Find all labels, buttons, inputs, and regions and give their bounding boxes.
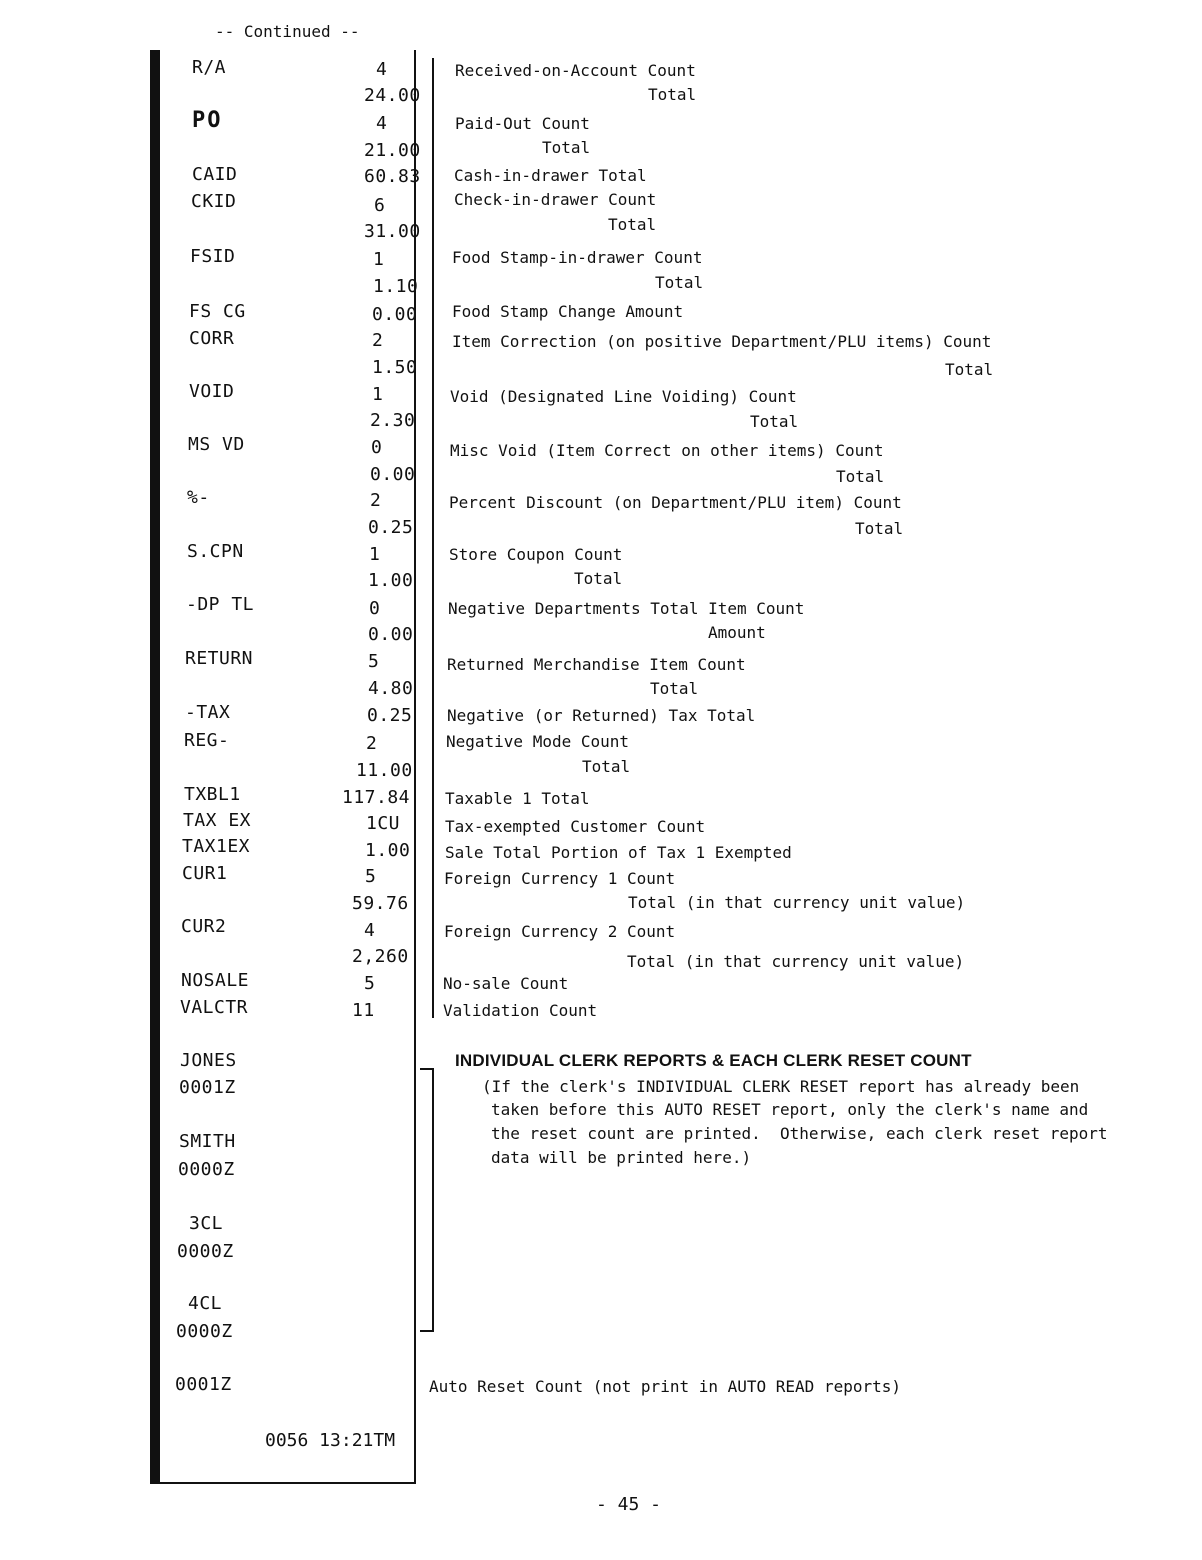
desc-scpn-total: Total xyxy=(574,569,623,588)
value-valctr: 11 xyxy=(352,1000,375,1021)
value-void-total: 2.30 xyxy=(370,410,416,431)
code-cur1: CUR1 xyxy=(182,863,228,884)
desc-po-count: Paid-Out Count xyxy=(455,114,590,133)
value-cur1-count: 5 xyxy=(365,866,377,887)
code-taxex: TAX EX xyxy=(183,810,252,831)
code-return: RETURN xyxy=(185,648,254,669)
value-msvd-total: 0.00 xyxy=(370,464,416,485)
desc-return-total: Total xyxy=(650,679,699,698)
desc-return-count: Returned Merchandise Item Count xyxy=(447,655,746,674)
desc-txbl1: Taxable 1 Total xyxy=(445,789,590,808)
value-return-total: 4.80 xyxy=(368,678,414,699)
desc-scpn-count: Store Coupon Count xyxy=(449,545,623,564)
value-corr-count: 2 xyxy=(372,330,384,351)
value-cur1-total: 59.76 xyxy=(352,893,409,914)
code-void: VOID xyxy=(189,381,235,402)
clerk-name-3cl: 3CL xyxy=(189,1213,224,1234)
code-tax1ex: TAX1EX xyxy=(182,836,251,857)
desc-dptl-total: Amount xyxy=(708,623,766,642)
value-dptl-total: 0.00 xyxy=(368,624,414,645)
code-fsid: FSID xyxy=(190,246,236,267)
value-po-total: 21.00 xyxy=(364,140,421,161)
code-corr: CORR xyxy=(189,328,235,349)
desc-ckid-total: Total xyxy=(608,215,657,234)
code-valctr: VALCTR xyxy=(180,997,249,1018)
desc-nosale: No-sale Count xyxy=(443,974,569,993)
value-corr-total: 1.50 xyxy=(372,357,418,378)
desc-reg-neg-total: Total xyxy=(582,757,631,776)
auto-reset-desc: Auto Reset Count (not print in AUTO READ reports) xyxy=(429,1377,902,1396)
value-neg-tax: 0.25 xyxy=(367,705,413,726)
value-cur2-count: 4 xyxy=(364,920,376,941)
desc-ckid-count: Check-in-drawer Count xyxy=(454,190,657,209)
value-scpn-count: 1 xyxy=(369,544,381,565)
code-neg-tax: -TAX xyxy=(185,702,231,723)
desc-percent-total: Total xyxy=(855,519,904,538)
code-percent: %- xyxy=(187,487,210,508)
value-caid: 60.83 xyxy=(364,166,421,187)
value-reg-neg-total: 11.00 xyxy=(356,760,413,781)
value-ckid-total: 31.00 xyxy=(364,221,421,242)
clerk-count-smith: 0000Z xyxy=(178,1159,235,1180)
clerk-name-4cl: 4CL xyxy=(188,1293,223,1314)
desc-cur2-total: Total (in that currency unit value) xyxy=(627,952,965,971)
desc-percent-count: Percent Discount (on Department/PLU item) Count xyxy=(449,493,902,512)
value-cur2-total: 2,260 xyxy=(352,946,409,967)
clerk-count-3cl: 0000Z xyxy=(177,1241,234,1262)
code-txbl1: TXBL1 xyxy=(184,784,241,805)
receipt-footer: 0056 13:21TM xyxy=(265,1430,396,1451)
desc-void-count: Void (Designated Line Voiding) Count xyxy=(450,387,797,406)
desc-msvd-count: Misc Void (Item Correct on other items) Count xyxy=(450,441,884,460)
desc-cur1-total: Total (in that currency unit value) xyxy=(628,893,966,912)
clerk-name-jones: JONES xyxy=(180,1050,237,1071)
desc-cur1-count: Foreign Currency 1 Count xyxy=(444,869,676,888)
page-number: - 45 - xyxy=(596,1494,662,1515)
code-ra: R/A xyxy=(192,57,227,78)
value-void-count: 1 xyxy=(372,384,384,405)
desc-void-total: Total xyxy=(750,412,799,431)
code-msvd: MS VD xyxy=(188,434,245,455)
desc-tax1ex: Sale Total Portion of Tax 1 Exempted xyxy=(445,843,792,862)
value-ckid-count: 6 xyxy=(374,195,386,216)
clerk-note-heading: INDIVIDUAL CLERK REPORTS & EACH CLERK RESET COUNT xyxy=(455,1051,972,1070)
value-return-count: 5 xyxy=(368,651,380,672)
value-reg-neg-count: 2 xyxy=(366,733,378,754)
value-fsid-count: 1 xyxy=(373,249,385,270)
code-fscg: FS CG xyxy=(189,301,246,322)
column-divider xyxy=(432,58,434,1018)
value-percent-count: 2 xyxy=(370,490,382,511)
desc-fsid-count: Food Stamp-in-drawer Count xyxy=(452,248,703,267)
code-cur2: CUR2 xyxy=(181,916,227,937)
clerk-count-jones: 0001Z xyxy=(179,1077,236,1098)
desc-valctr: Validation Count xyxy=(443,1001,598,1020)
value-ra-total: 24.00 xyxy=(364,85,421,106)
clerk-note-line-4: data will be printed here.) xyxy=(491,1148,752,1167)
value-po-count: 4 xyxy=(376,113,388,134)
desc-fscg: Food Stamp Change Amount xyxy=(452,302,684,321)
clerk-bracket xyxy=(420,1068,434,1332)
value-percent-total: 0.25 xyxy=(368,517,414,538)
desc-ra-count: Received-on-Account Count xyxy=(455,61,696,80)
continued-header: -- Continued -- xyxy=(215,22,360,41)
desc-ra-total: Total xyxy=(648,85,697,104)
value-txbl1: 117.84 xyxy=(342,787,411,808)
auto-reset-count: 0001Z xyxy=(175,1374,232,1395)
desc-msvd-total: Total xyxy=(836,467,885,486)
code-po: PO xyxy=(192,108,223,133)
value-dptl-count: 0 xyxy=(369,598,381,619)
code-reg-neg: REG- xyxy=(184,730,230,751)
desc-dptl-count: Negative Departments Total Item Count xyxy=(448,599,805,618)
desc-taxex: Tax-exempted Customer Count xyxy=(445,817,706,836)
value-nosale: 5 xyxy=(364,973,376,994)
value-fsid-total: 1.10 xyxy=(373,276,419,297)
clerk-note-line-1: (If the clerk's INDIVIDUAL CLERK RESET report has already been xyxy=(482,1077,1080,1096)
clerk-note-line-2: taken before this AUTO RESET report, only the clerk's name and xyxy=(491,1100,1089,1119)
value-scpn-total: 1.00 xyxy=(368,570,414,591)
value-msvd-count: 0 xyxy=(371,437,383,458)
value-taxex: 1CU xyxy=(366,813,401,834)
code-scpn: S.CPN xyxy=(187,541,244,562)
clerk-count-4cl: 0000Z xyxy=(176,1321,233,1342)
desc-corr-count: Item Correction (on positive Department/PLU items) Count xyxy=(452,332,992,351)
desc-fsid-total: Total xyxy=(655,273,704,292)
desc-reg-neg-count: Negative Mode Count xyxy=(446,732,630,751)
clerk-note-line-3: the reset count are printed. Otherwise, each clerk reset report xyxy=(491,1124,1108,1143)
desc-neg-tax: Negative (or Returned) Tax Total xyxy=(447,706,756,725)
code-nosale: NOSALE xyxy=(181,970,250,991)
desc-corr-total: Total xyxy=(945,360,994,379)
clerk-name-smith: SMITH xyxy=(179,1131,236,1152)
desc-po-total: Total xyxy=(542,138,591,157)
value-fscg: 0.00 xyxy=(372,304,418,325)
desc-cur2-count: Foreign Currency 2 Count xyxy=(444,922,676,941)
code-dptl: -DP TL xyxy=(186,594,255,615)
value-tax1ex: 1.00 xyxy=(365,840,411,861)
value-ra-count: 4 xyxy=(376,59,388,80)
desc-caid: Cash-in-drawer Total xyxy=(454,166,647,185)
code-ckid: CKID xyxy=(191,191,237,212)
code-caid: CAID xyxy=(192,164,238,185)
